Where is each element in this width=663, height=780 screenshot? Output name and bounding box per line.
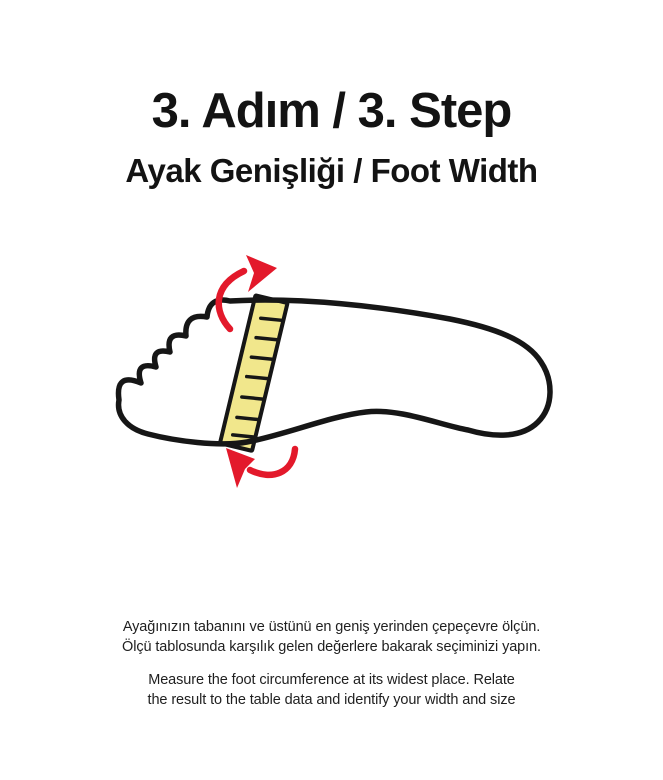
wrap-arrow-bottom-curve [250,449,295,475]
page-title: 3. Adım / 3. Step [151,84,512,138]
instructions-english-line2: the result to the table data and identify your width and size [147,692,516,708]
instructions-turkish [0,617,663,657]
instructions-english-line1: Measure the foot circumference at its widest place. Relate [148,672,515,688]
instructions-turkish-line2: Ölçü tablosunda karşılık gelen değerlere bakarak seçiminizi yapın. [122,639,541,655]
instructions-turkish-line1: Ayağınızın tabanını ve üstünü en geniş yerinden çepeçevre ölçün. [122,619,541,635]
wrap-arrow-bottom-icon [226,448,295,488]
wrap-arrow-top-head [246,255,277,292]
page-subtitle: Ayak Genişliği / Foot Width [125,152,538,189]
foot-outline-fill [118,300,550,444]
foot-measurement-illustration [0,240,663,510]
instructions-english [0,670,663,710]
